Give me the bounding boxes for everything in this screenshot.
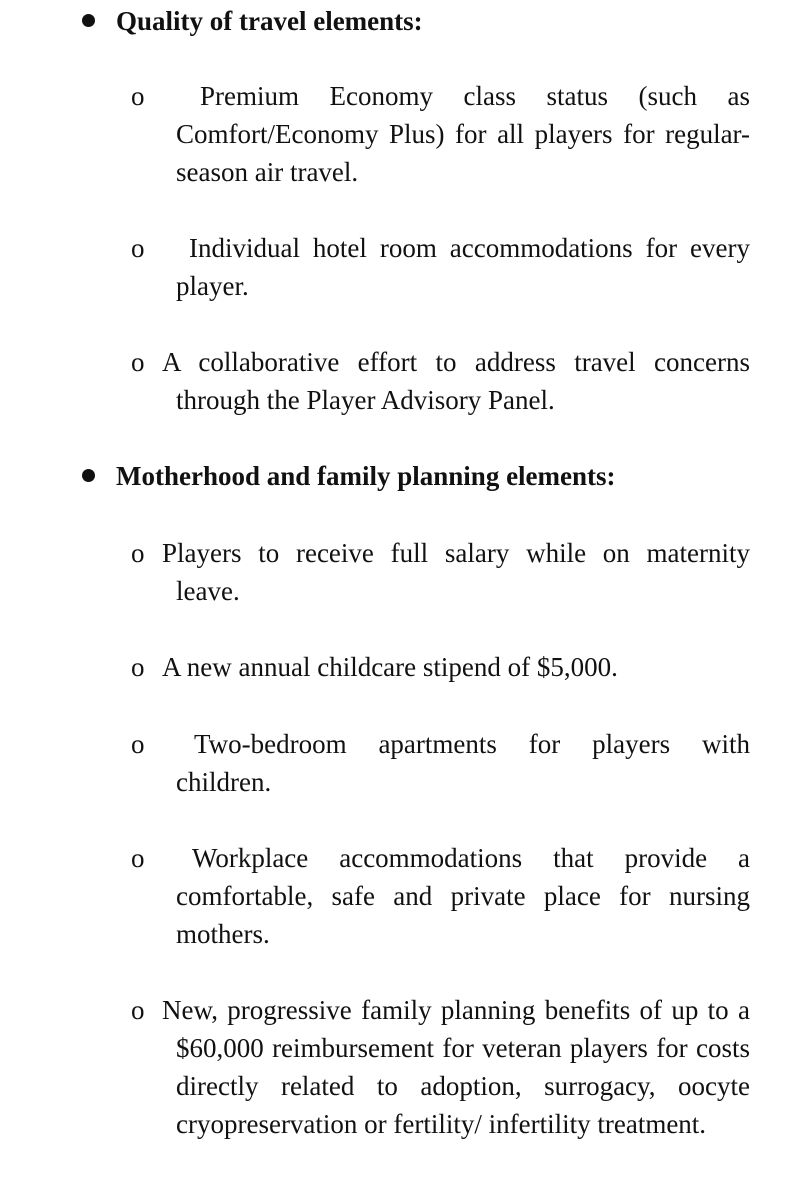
hollow-bullet-icon: o [131,81,145,111]
section-heading-text: Quality of travel elements: [116,6,423,36]
hollow-bullet-icon: o [131,729,145,759]
bullet-icon [82,469,95,482]
list-item-text: A collaborative effort to address travel concerns through the Player Advisory Panel. [162,347,750,415]
hollow-bullet-icon: o [131,538,145,568]
hollow-bullet-icon: o [131,843,145,873]
list-item-text: Individual hotel room accommodations for every player. [176,233,750,301]
hollow-bullet-icon: o [131,233,145,263]
bullet-icon [82,14,95,27]
hollow-bullet-icon: o [131,652,145,682]
list-item-text: Workplace accommodations that provide a comfortable, safe and private place for nursing mothers. [176,843,750,949]
list-item-text: New, progressive family planning benefits of up to a $60,000 reimbursement for veteran players for costs directly related to adoption, surrogacy, oocyte cryopreservation or fertility/ infertility treatment. [162,995,750,1139]
hollow-bullet-icon: o [131,347,145,377]
list-item-text: Premium Economy class status (such as Comfort/Economy Plus) for all players for regular-season air travel. [176,81,750,187]
section-heading-text: Motherhood and family planning elements: [116,461,616,491]
list-item-text: Two-bedroom apartments for players with children. [176,729,750,797]
hollow-bullet-icon: o [131,995,145,1025]
list-item-text: A new annual childcare stipend of $5,000. [162,652,618,682]
list-item-text: Players to receive full salary while on maternity leave. [162,538,750,606]
